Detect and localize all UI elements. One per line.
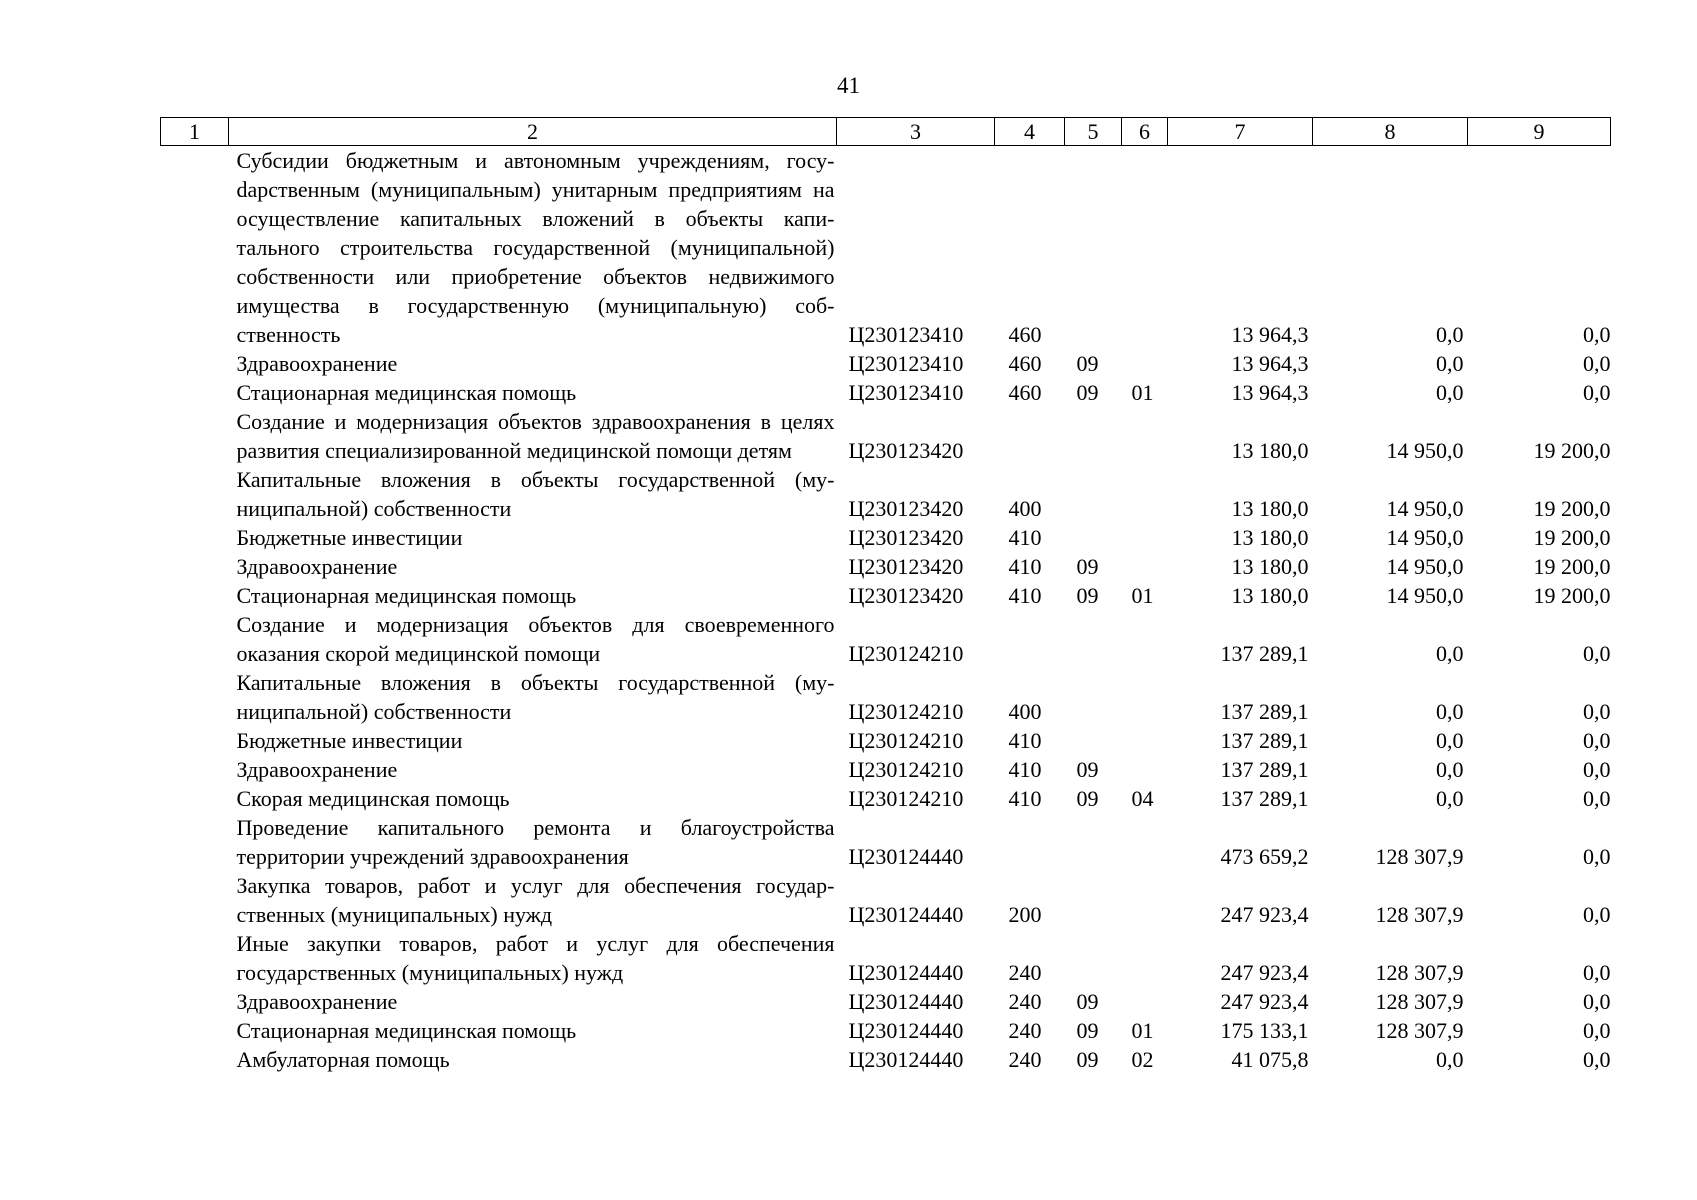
table-row: [161, 581, 1611, 610]
amount-col7-cell: 175 133,1: [1220, 1018, 1309, 1043]
amount-col8-cell: 0,0: [1436, 757, 1464, 782]
amount-col7-cell: 13 180,0: [1231, 583, 1309, 608]
target-code-cell: Ц230124440: [848, 989, 964, 1014]
table-row: [161, 668, 1611, 726]
target-code-cell: Ц230123410: [848, 351, 964, 376]
subsection-cell: 01: [1131, 583, 1154, 608]
table-row: [161, 987, 1611, 1016]
amount-col8-cell: 0,0: [1436, 786, 1464, 811]
amount-col8-cell: 0,0: [1436, 728, 1464, 753]
amount-col7-cell: 13 180,0: [1231, 496, 1309, 521]
table-row: [161, 813, 1611, 871]
target-code-cell: Ц230123420: [848, 525, 964, 550]
table-row: [161, 349, 1611, 378]
amount-col8-cell: 14 950,0: [1386, 438, 1464, 463]
amount-col7-cell: 137 289,1: [1220, 641, 1309, 666]
subsection-cell: [1122, 407, 1168, 465]
amount-col8-cell: 128 307,9: [1375, 1018, 1464, 1043]
section-cell: 09: [1076, 989, 1099, 1014]
subsection-cell: 04: [1131, 786, 1154, 811]
section-cell: [1065, 726, 1122, 755]
subsection-cell: [1122, 668, 1168, 726]
section-cell: [1065, 813, 1122, 871]
row-spacer-cell: [161, 726, 229, 755]
header-col-1: 1: [161, 118, 229, 146]
section-cell: [1065, 610, 1122, 668]
row-spacer-cell: [161, 349, 229, 378]
section-cell: [1065, 668, 1122, 726]
amount-col9-cell: 0,0: [1583, 902, 1611, 927]
table-row: [161, 1016, 1611, 1045]
item-name-cell: Стационарная медицинская помощь: [236, 583, 577, 608]
subsection-cell: [1122, 523, 1168, 552]
table-row: [161, 755, 1611, 784]
item-name-cell: Бюджетные инвестиции: [236, 728, 463, 753]
header-col-7: 7: [1168, 118, 1313, 146]
row-spacer-cell: [161, 929, 229, 987]
target-code-cell: Ц230124210: [848, 786, 964, 811]
section-cell: [1065, 871, 1122, 929]
amount-col8-cell: 14 950,0: [1386, 554, 1464, 579]
subsection-cell: [1122, 349, 1168, 378]
expense-type-cell: [995, 813, 1065, 871]
subsection-cell: [1122, 755, 1168, 784]
row-spacer-cell: [161, 871, 229, 929]
expense-type-cell: 240: [1008, 1018, 1042, 1043]
expense-type-cell: 240: [1008, 960, 1042, 985]
subsection-cell: 01: [1131, 1018, 1154, 1043]
amount-col8-cell: 0,0: [1436, 641, 1464, 666]
table-row: [161, 146, 1611, 350]
item-name-cell: Субсидии бюджетным и автономным учреждениям, госуdарственным (муниципальным) унитарным предприятиям на осуществление капитальных вложений в объекты капитального строительства государственной (муниципальной) собственности или приобретение объектов недвижимого имущества в государственную (муниципальную) собственность: [236, 148, 835, 347]
item-name-cell: Создание и модернизация объектов для своевременного оказания скорой медицинской помощи: [236, 612, 835, 666]
expense-type-cell: 460: [1008, 322, 1042, 347]
amount-col9-cell: 0,0: [1583, 786, 1611, 811]
row-spacer-cell: [161, 755, 229, 784]
target-code-cell: Ц230124440: [848, 1047, 964, 1072]
table-row: [161, 378, 1611, 407]
amount-col8-cell: 14 950,0: [1386, 583, 1464, 608]
amount-col9-cell: 0,0: [1583, 989, 1611, 1014]
section-cell: [1065, 523, 1122, 552]
section-cell: 09: [1076, 380, 1099, 405]
amount-col8-cell: 0,0: [1436, 1047, 1464, 1072]
expense-type-cell: 410: [1008, 728, 1042, 753]
section-cell: [1065, 146, 1122, 350]
item-name-cell: Проведение капитального ремонта и благоустройства территории учреждений здравоохранения: [236, 815, 835, 869]
amount-col8-cell: 14 950,0: [1386, 496, 1464, 521]
item-name-cell: Здравоохранение: [236, 757, 398, 782]
table-row: [161, 726, 1611, 755]
table-row: [161, 929, 1611, 987]
item-name-cell: Стационарная медицинская помощь: [236, 1018, 577, 1043]
item-name-cell: Капитальные вложения в объекты государственной (муниципальной) собственности: [236, 467, 835, 521]
amount-col7-cell: 137 289,1: [1220, 786, 1309, 811]
subsection-cell: 01: [1131, 380, 1154, 405]
row-spacer-cell: [161, 378, 229, 407]
amount-col8-cell: 0,0: [1436, 351, 1464, 376]
target-code-cell: Ц230124210: [848, 757, 964, 782]
amount-col7-cell: 13 964,3: [1231, 351, 1309, 376]
subsection-cell: [1122, 813, 1168, 871]
amount-col7-cell: 137 289,1: [1220, 757, 1309, 782]
row-spacer-cell: [161, 1016, 229, 1045]
amount-col9-cell: 19 200,0: [1533, 525, 1611, 550]
target-code-cell: Ц230123410: [848, 322, 964, 347]
amount-col8-cell: 0,0: [1436, 322, 1464, 347]
target-code-cell: Ц230124210: [848, 641, 964, 666]
subsection-cell: [1122, 146, 1168, 350]
amount-col7-cell: 13 180,0: [1231, 438, 1309, 463]
section-cell: 09: [1076, 1047, 1099, 1072]
row-spacer-cell: [161, 523, 229, 552]
row-spacer-cell: [161, 407, 229, 465]
row-spacer-cell: [161, 465, 229, 523]
expense-type-cell: 410: [1008, 786, 1042, 811]
target-code-cell: Ц230123410: [848, 380, 964, 405]
amount-col7-cell: 473 659,2: [1220, 844, 1309, 869]
item-name-cell: Капитальные вложения в объекты государственной (муниципальной) собственности: [236, 670, 835, 724]
table-row: [161, 871, 1611, 929]
item-name-cell: Здравоохранение: [236, 554, 398, 579]
amount-col9-cell: 0,0: [1583, 844, 1611, 869]
table-body: [161, 146, 1611, 1075]
header-col-6: 6: [1122, 118, 1168, 146]
subsection-cell: 02: [1131, 1047, 1154, 1072]
section-cell: 09: [1076, 786, 1099, 811]
amount-col8-cell: 0,0: [1436, 380, 1464, 405]
item-name-cell: Стационарная медицинская помощь: [236, 380, 577, 405]
expense-type-cell: 460: [1008, 351, 1042, 376]
expense-type-cell: 410: [1008, 757, 1042, 782]
target-code-cell: Ц230123420: [848, 438, 964, 463]
expense-type-cell: [995, 407, 1065, 465]
subsection-cell: [1122, 929, 1168, 987]
row-spacer-cell: [161, 784, 229, 813]
item-name-cell: Амбулаторная помощь: [236, 1047, 450, 1072]
subsection-cell: [1122, 987, 1168, 1016]
amount-col9-cell: 19 200,0: [1533, 496, 1611, 521]
amount-col9-cell: 0,0: [1583, 757, 1611, 782]
target-code-cell: Ц230124440: [848, 902, 964, 927]
table-row: [161, 465, 1611, 523]
amount-col9-cell: 0,0: [1583, 351, 1611, 376]
expense-type-cell: 240: [1008, 1047, 1042, 1072]
amount-col7-cell: 247 923,4: [1220, 902, 1309, 927]
amount-col9-cell: 0,0: [1583, 1047, 1611, 1072]
row-spacer-cell: [161, 1045, 229, 1074]
subsection-cell: [1122, 465, 1168, 523]
expense-type-cell: 400: [1008, 699, 1042, 724]
table-row: [161, 1045, 1611, 1074]
target-code-cell: Ц230123420: [848, 554, 964, 579]
expense-type-cell: 400: [1008, 496, 1042, 521]
subsection-cell: [1122, 871, 1168, 929]
amount-col9-cell: 0,0: [1583, 322, 1611, 347]
header-col-3: 3: [837, 118, 995, 146]
budget-table: [160, 117, 1611, 1074]
target-code-cell: Ц230124440: [848, 1018, 964, 1043]
amount-col9-cell: 19 200,0: [1533, 438, 1611, 463]
amount-col7-cell: 137 289,1: [1220, 728, 1309, 753]
row-spacer-cell: [161, 987, 229, 1016]
amount-col9-cell: 0,0: [1583, 728, 1611, 753]
row-spacer-cell: [161, 581, 229, 610]
expense-type-cell: 410: [1008, 583, 1042, 608]
item-name-cell: Создание и модернизация объектов здравоохранения в целях развития специализированной медицинской помощи детям: [236, 409, 835, 463]
expense-type-cell: 200: [1008, 902, 1042, 927]
section-cell: 09: [1076, 757, 1099, 782]
section-cell: 09: [1076, 554, 1099, 579]
amount-col9-cell: 0,0: [1583, 1018, 1611, 1043]
amount-col9-cell: 0,0: [1583, 699, 1611, 724]
item-name-cell: Закупка товаров, работ и услуг для обеспечения государственных (муниципальных) нужд: [236, 873, 835, 927]
section-cell: 09: [1076, 351, 1099, 376]
amount-col7-cell: 137 289,1: [1220, 699, 1309, 724]
target-code-cell: Ц230124440: [848, 960, 964, 985]
subsection-cell: [1122, 726, 1168, 755]
target-code-cell: Ц230123420: [848, 496, 964, 521]
amount-col7-cell: 41 075,8: [1231, 1047, 1309, 1072]
subsection-cell: [1122, 552, 1168, 581]
amount-col9-cell: 0,0: [1583, 380, 1611, 405]
header-col-2: 2: [229, 118, 837, 146]
amount-col9-cell: 0,0: [1583, 641, 1611, 666]
subsection-cell: [1122, 610, 1168, 668]
table-header: [161, 118, 1611, 146]
target-code-cell: Ц230123420: [848, 583, 964, 608]
item-name-cell: Бюджетные инвестиции: [236, 525, 463, 550]
row-spacer-cell: [161, 146, 229, 350]
table-row: [161, 610, 1611, 668]
target-code-cell: Ц230124440: [848, 844, 964, 869]
row-spacer-cell: [161, 610, 229, 668]
amount-col8-cell: 128 307,9: [1375, 844, 1464, 869]
section-cell: 09: [1076, 1018, 1099, 1043]
amount-col7-cell: 247 923,4: [1220, 989, 1309, 1014]
item-name-cell: Иные закупки товаров, работ и услуг для обеспечения государственных (муниципальных) нужд: [236, 931, 835, 985]
expense-type-cell: 460: [1008, 380, 1042, 405]
item-name-cell: Здравоохранение: [236, 989, 398, 1014]
item-name-cell: Здравоохранение: [236, 351, 398, 376]
page-number: 41: [837, 73, 860, 98]
amount-col8-cell: 14 950,0: [1386, 525, 1464, 550]
amount-col9-cell: 0,0: [1583, 960, 1611, 985]
amount-col8-cell: 128 307,9: [1375, 960, 1464, 985]
expense-type-cell: 410: [1008, 554, 1042, 579]
amount-col9-cell: 19 200,0: [1533, 554, 1611, 579]
header-row: [161, 118, 1611, 146]
row-spacer-cell: [161, 668, 229, 726]
amount-col8-cell: 128 307,9: [1375, 989, 1464, 1014]
target-code-cell: Ц230124210: [848, 699, 964, 724]
section-cell: [1065, 407, 1122, 465]
table-row: [161, 784, 1611, 813]
target-code-cell: Ц230124210: [848, 728, 964, 753]
amount-col8-cell: 0,0: [1436, 699, 1464, 724]
row-spacer-cell: [161, 552, 229, 581]
row-spacer-cell: [161, 813, 229, 871]
amount-col7-cell: 13 964,3: [1231, 380, 1309, 405]
header-col-4: 4: [995, 118, 1065, 146]
header-col-8: 8: [1313, 118, 1468, 146]
table-row: [161, 552, 1611, 581]
expense-type-cell: [995, 610, 1065, 668]
expense-type-cell: 410: [1008, 525, 1042, 550]
table-row: [161, 523, 1611, 552]
section-cell: [1065, 465, 1122, 523]
header-col-9: 9: [1468, 118, 1611, 146]
amount-col7-cell: 13 180,0: [1231, 525, 1309, 550]
amount-col8-cell: 128 307,9: [1375, 902, 1464, 927]
section-cell: 09: [1076, 583, 1099, 608]
amount-col7-cell: 13 180,0: [1231, 554, 1309, 579]
amount-col9-cell: 19 200,0: [1533, 583, 1611, 608]
header-col-5: 5: [1065, 118, 1122, 146]
table-row: [161, 407, 1611, 465]
amount-col7-cell: 13 964,3: [1231, 322, 1309, 347]
expense-type-cell: 240: [1008, 989, 1042, 1014]
amount-col7-cell: 247 923,4: [1220, 960, 1309, 985]
section-cell: [1065, 929, 1122, 987]
item-name-cell: Скорая медицинская помощь: [236, 786, 510, 811]
